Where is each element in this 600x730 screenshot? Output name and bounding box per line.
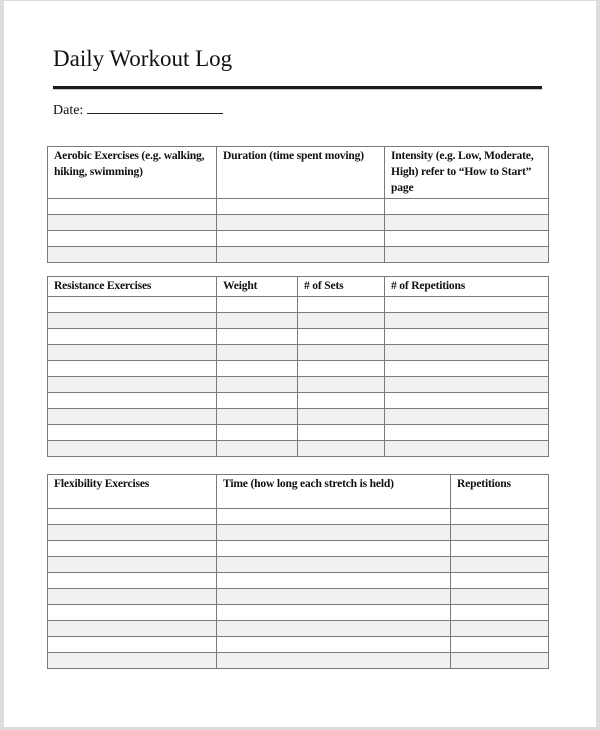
flexibility-entry-cell[interactable] <box>451 541 549 557</box>
resistance-entry-cell[interactable] <box>48 345 217 361</box>
aerobic-table-row <box>48 247 549 263</box>
resistance-entry-cell[interactable] <box>217 377 298 393</box>
resistance-table-row <box>48 345 549 361</box>
flexibility-table-row <box>48 621 549 637</box>
flexibility-entry-cell[interactable] <box>451 621 549 637</box>
aerobic-entry-cell[interactable] <box>385 231 549 247</box>
aerobic-entry-cell[interactable] <box>48 231 217 247</box>
flexibility-entry-cell[interactable] <box>217 621 451 637</box>
flexibility-entry-cell[interactable] <box>48 653 217 669</box>
flexibility-entry-cell[interactable] <box>48 557 217 573</box>
flexibility-entry-cell[interactable] <box>48 589 217 605</box>
resistance-entry-cell[interactable] <box>385 297 549 313</box>
flexibility-entry-cell[interactable] <box>217 637 451 653</box>
resistance-entry-cell[interactable] <box>385 345 549 361</box>
flexibility-entry-cell[interactable] <box>451 589 549 605</box>
resistance-entry-cell[interactable] <box>298 441 385 457</box>
flexibility-table-row <box>48 637 549 653</box>
resistance-entry-cell[interactable] <box>217 409 298 425</box>
resistance-header-exercise: Resistance Exercises <box>48 277 217 297</box>
resistance-entry-cell[interactable] <box>48 425 217 441</box>
flexibility-entry-cell[interactable] <box>217 557 451 573</box>
flexibility-header-time: Time (how long each stretch is held) <box>217 475 451 509</box>
aerobic-table-row <box>48 215 549 231</box>
aerobic-table-row <box>48 199 549 215</box>
flexibility-entry-cell[interactable] <box>48 541 217 557</box>
resistance-entry-cell[interactable] <box>385 393 549 409</box>
aerobic-table <box>47 146 549 263</box>
title-rule <box>53 86 542 89</box>
flexibility-entry-cell[interactable] <box>451 653 549 669</box>
flexibility-entry-cell[interactable] <box>48 525 217 541</box>
resistance-table-row <box>48 313 549 329</box>
resistance-table-row <box>48 441 549 457</box>
flexibility-table-row <box>48 653 549 669</box>
aerobic-entry-cell[interactable] <box>385 215 549 231</box>
resistance-entry-cell[interactable] <box>217 297 298 313</box>
resistance-table-row <box>48 329 549 345</box>
resistance-entry-cell[interactable] <box>48 329 217 345</box>
flexibility-entry-cell[interactable] <box>451 525 549 541</box>
resistance-entry-cell[interactable] <box>217 393 298 409</box>
resistance-entry-cell[interactable] <box>385 425 549 441</box>
date-input-line[interactable] <box>87 100 223 114</box>
resistance-table-row <box>48 393 549 409</box>
aerobic-entry-cell[interactable] <box>48 215 217 231</box>
resistance-entry-cell[interactable] <box>217 425 298 441</box>
aerobic-entry-cell[interactable] <box>217 247 385 263</box>
page-title: Daily Workout Log <box>53 46 233 71</box>
flexibility-table <box>47 474 549 669</box>
flexibility-entry-cell[interactable] <box>48 509 217 525</box>
flexibility-table-row <box>48 557 549 573</box>
flexibility-table-row <box>48 509 549 525</box>
flexibility-entry-cell[interactable] <box>451 557 549 573</box>
resistance-table-row <box>48 377 549 393</box>
resistance-entry-cell[interactable] <box>217 345 298 361</box>
resistance-entry-cell[interactable] <box>298 329 385 345</box>
flexibility-entry-cell[interactable] <box>217 509 451 525</box>
flexibility-entry-cell[interactable] <box>48 637 217 653</box>
resistance-entry-cell[interactable] <box>385 409 549 425</box>
resistance-table <box>47 276 549 457</box>
resistance-entry-cell[interactable] <box>298 393 385 409</box>
resistance-entry-cell[interactable] <box>48 393 217 409</box>
aerobic-entry-cell[interactable] <box>217 215 385 231</box>
resistance-entry-cell[interactable] <box>217 441 298 457</box>
resistance-entry-cell[interactable] <box>298 425 385 441</box>
resistance-entry-cell[interactable] <box>48 377 217 393</box>
aerobic-header-duration: Duration (time spent moving) <box>217 147 385 199</box>
aerobic-entry-cell[interactable] <box>385 199 549 215</box>
aerobic-table-row <box>48 231 549 247</box>
aerobic-entry-cell[interactable] <box>217 231 385 247</box>
resistance-entry-cell[interactable] <box>48 297 217 313</box>
flexibility-header-row <box>48 475 549 509</box>
aerobic-header-row <box>48 147 549 199</box>
resistance-table-row <box>48 297 549 313</box>
resistance-header-reps: # of Repetitions <box>385 277 549 297</box>
resistance-entry-cell[interactable] <box>298 297 385 313</box>
flexibility-header-exercise: Flexibility Exercises <box>48 475 217 509</box>
resistance-entry-cell[interactable] <box>385 441 549 457</box>
flexibility-entry-cell[interactable] <box>217 605 451 621</box>
resistance-entry-cell[interactable] <box>385 329 549 345</box>
resistance-entry-cell[interactable] <box>48 441 217 457</box>
aerobic-header-intensity: Intensity (e.g. Low, Moderate, High) refer to “How to Start” page <box>385 147 549 199</box>
flexibility-entry-cell[interactable] <box>451 509 549 525</box>
resistance-entry-cell[interactable] <box>385 313 549 329</box>
resistance-table-row <box>48 425 549 441</box>
resistance-entry-cell[interactable] <box>385 361 549 377</box>
resistance-entry-cell[interactable] <box>298 409 385 425</box>
flexibility-entry-cell[interactable] <box>217 541 451 557</box>
flexibility-entry-cell[interactable] <box>217 525 451 541</box>
flexibility-entry-cell[interactable] <box>217 573 451 589</box>
flexibility-table-row <box>48 605 549 621</box>
flexibility-table-row <box>48 541 549 557</box>
flexibility-entry-cell[interactable] <box>48 605 217 621</box>
aerobic-entry-cell[interactable] <box>48 247 217 263</box>
resistance-entry-cell[interactable] <box>298 345 385 361</box>
aerobic-entry-cell[interactable] <box>217 199 385 215</box>
flexibility-table-row <box>48 525 549 541</box>
resistance-entry-cell[interactable] <box>217 361 298 377</box>
flexibility-entry-cell[interactable] <box>451 605 549 621</box>
date-label: Date: <box>53 103 84 118</box>
resistance-entry-cell[interactable] <box>298 377 385 393</box>
resistance-entry-cell[interactable] <box>217 313 298 329</box>
resistance-table-row <box>48 361 549 377</box>
flexibility-entry-cell[interactable] <box>217 589 451 605</box>
resistance-table-row <box>48 409 549 425</box>
resistance-entry-cell[interactable] <box>48 409 217 425</box>
resistance-entry-cell[interactable] <box>48 313 217 329</box>
flexibility-entry-cell[interactable] <box>48 573 217 589</box>
flexibility-table-row <box>48 573 549 589</box>
resistance-header-sets: # of Sets <box>298 277 385 297</box>
flexibility-entry-cell[interactable] <box>451 637 549 653</box>
aerobic-entry-cell[interactable] <box>385 247 549 263</box>
date-field <box>53 100 223 119</box>
resistance-header-weight: Weight <box>217 277 298 297</box>
flexibility-entry-cell[interactable] <box>451 573 549 589</box>
resistance-entry-cell[interactable] <box>385 377 549 393</box>
resistance-entry-cell[interactable] <box>298 313 385 329</box>
flexibility-table-row <box>48 589 549 605</box>
resistance-entry-cell[interactable] <box>217 329 298 345</box>
flexibility-header-reps: Repetitions <box>451 475 549 509</box>
flexibility-entry-cell[interactable] <box>48 621 217 637</box>
resistance-entry-cell[interactable] <box>48 361 217 377</box>
aerobic-header-exercise: Aerobic Exercises (e.g. walking, hiking, swimming) <box>48 147 217 199</box>
aerobic-entry-cell[interactable] <box>48 199 217 215</box>
flexibility-entry-cell[interactable] <box>217 653 451 669</box>
resistance-entry-cell[interactable] <box>298 361 385 377</box>
resistance-header-row <box>48 277 549 297</box>
